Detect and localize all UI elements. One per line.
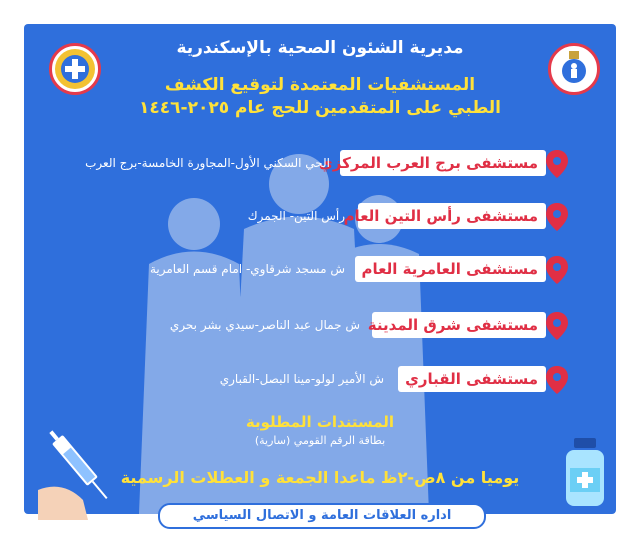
hospital-row: [0, 310, 640, 340]
ministry-logo-left: [49, 43, 101, 95]
ministry-logo-icon: [52, 46, 98, 92]
directorate-title: مديرية الشئون الصحية بالإسكندرية: [176, 38, 464, 58]
subtitle-line-1: المستشفيات المعتمدة لتوقيع الكشف: [164, 75, 476, 95]
location-pin-icon: [546, 203, 568, 231]
ministry-logo-right: [548, 43, 600, 95]
hospital-address: ش مسجد شرقاوي- امام قسم العامرية: [149, 262, 345, 276]
working-hours: يوميا من ٨ص-٢ظ ماعدا الجمعة و العطلات الرسمية: [120, 468, 520, 487]
vial-icon: [560, 438, 610, 508]
hospital-address: رأس التين- الجمرك: [247, 209, 345, 223]
location-pin-icon: [546, 312, 568, 340]
location-pin-icon: [546, 256, 568, 284]
required-documents-title: المستندات المطلوبة: [245, 413, 395, 431]
hospital-name: مستشفى برج العرب المركزي: [340, 150, 546, 176]
hospital-name: مستشفى شرق المدينة: [372, 312, 546, 338]
department-footer: اداره العلاقات العامة و الاتصال السياسي: [158, 503, 486, 529]
hospital-name: مستشفى القباري: [398, 366, 546, 392]
hospital-address: ش جمال عبد الناصر-سيدي بشر بحري: [169, 318, 360, 332]
required-document-item: بطاقة الرقم القومي (سارية): [254, 434, 386, 447]
hospital-row: [0, 364, 640, 394]
location-pin-icon: [546, 366, 568, 394]
subtitle-line-2: الطبي على المتقدمين للحج عام ٢٠٢٥-١٤٤٦: [139, 98, 501, 118]
hospital-row: [0, 148, 640, 178]
hospital-address: ش الأمير لولو-مينا البصل-القباري: [219, 372, 384, 386]
hospital-name: مستشفى رأس التين العام: [358, 203, 546, 229]
hospital-name: مستشفى العامرية العام: [355, 256, 546, 282]
hospital-address: الحي السكني الأول-المجاورة الخامسة-برج العرب: [85, 156, 330, 170]
ministry-logo-icon: [551, 46, 597, 92]
hospital-row: [0, 201, 640, 231]
location-pin-icon: [546, 150, 568, 178]
hospital-row: [0, 254, 640, 284]
